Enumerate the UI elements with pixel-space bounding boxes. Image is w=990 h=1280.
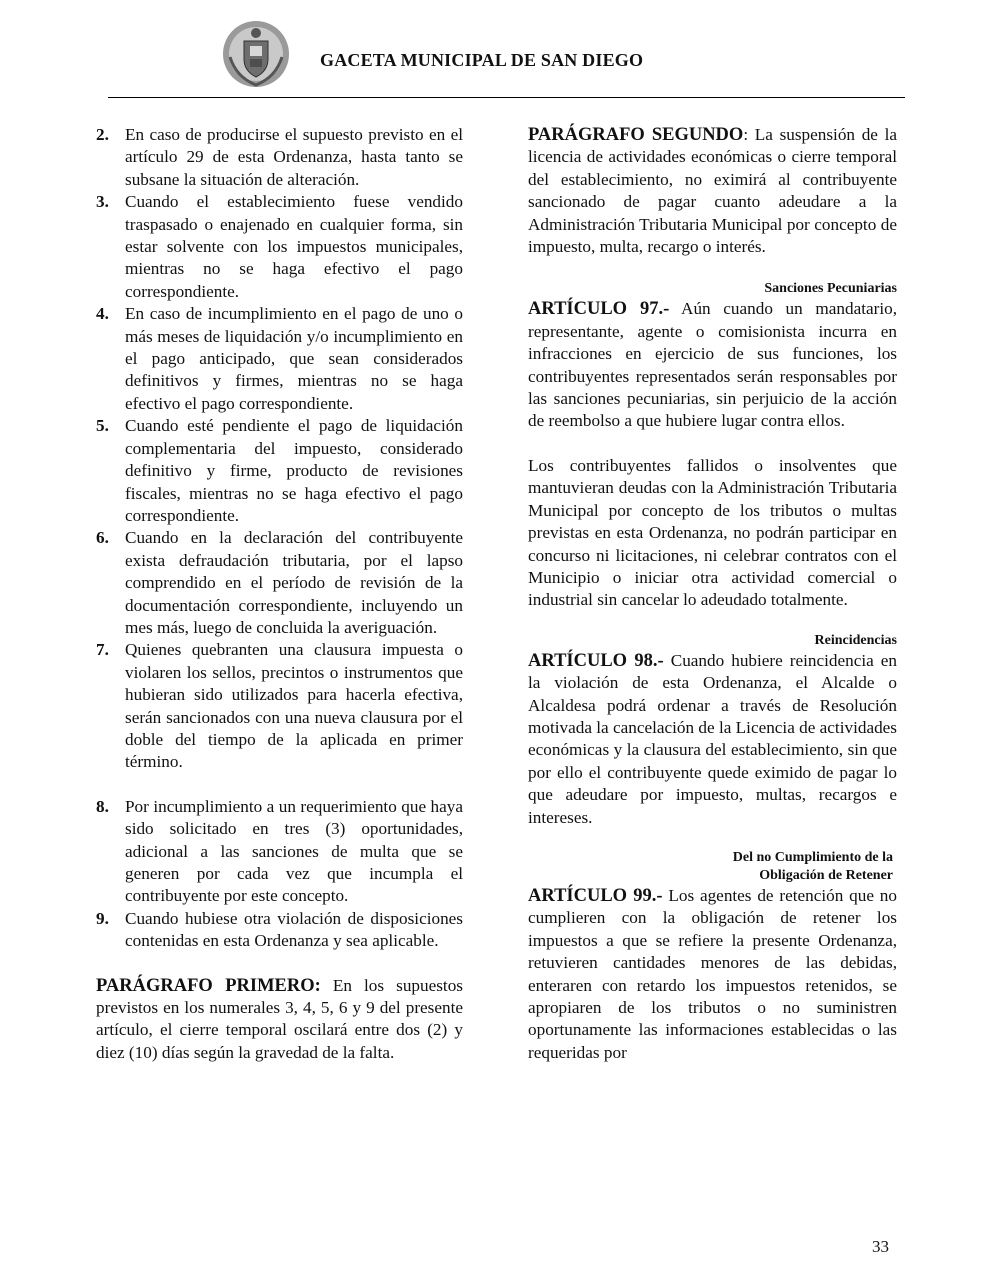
section-heading-retener xyxy=(528,849,897,885)
item-number: 2. xyxy=(96,125,109,144)
item-number: 7. xyxy=(96,640,109,660)
list-item xyxy=(96,191,463,303)
item-number: 9. xyxy=(96,908,109,928)
paragrafo-primero-label: PARÁGRAFO PRIMERO: xyxy=(96,975,321,996)
item-number: 4. xyxy=(96,304,109,324)
item-text: Cuando en la declaración del contribuyente exista defraudación tributaria, por el lapso comprendido en el período de revisión de la documentación correspondiente, incluyendo un mes más, luego de concluida la averiguación. xyxy=(125,528,463,637)
right-column xyxy=(528,124,897,1064)
article-97-text: Aún cuando un mandatario, representante, agente o comisionista incurra en infracciones en ejercicio de sus funciones, los contribuyentes representados serán responsables por las sanciones pecuniarias, sin perjuicio de la acción de reembolso a que hubiere lugar contra ellos. xyxy=(528,299,898,431)
list-item xyxy=(96,124,463,191)
municipal-seal-icon xyxy=(222,19,290,89)
left-column xyxy=(96,124,463,1064)
section-heading-reincidencias: Reincidencias xyxy=(814,632,897,648)
section-heading-line-2: Obligación de Retener xyxy=(759,867,893,883)
item-text: En caso de producirse el supuesto previsto en el artículo 29 de esta Ordenanza, hasta tanto se subsane la situación de alteración. xyxy=(125,125,463,189)
item-number: 5. xyxy=(96,416,109,436)
list-item xyxy=(96,908,463,953)
article-98 xyxy=(528,650,897,829)
header-divider xyxy=(108,97,905,98)
paragrafo-segundo xyxy=(528,124,897,258)
item-text: Cuando hubiese otra violación de disposiciones contenidas en esta Ordenanza y sea aplicable. xyxy=(125,908,463,951)
item-number: 3. xyxy=(96,192,109,212)
paragrafo-primero xyxy=(96,975,463,1065)
list-item xyxy=(96,639,463,773)
spacer xyxy=(528,433,897,455)
section-heading-line-1: Del no Cumplimiento de la xyxy=(732,849,893,865)
article-97-title: ARTÍCULO 97.- xyxy=(528,299,670,320)
item-text: Por incumplimiento a un requerimiento que haya sido solicitado en tres (3) oportunidades, adicional a las sanciones de multa que se generen por cada vez que incumpla el contribuyente por este concepto. xyxy=(125,796,463,906)
article-99-text: Los agentes de retención que no cumplieren con la obligación de retener los impuestos a que se refiere la presente Ordenanza, retuvieren cantidades menores de las debidas, enteraren con retardo los impuestos retenidos, se apropiaren de los tributos o no suministren oportunamente las informaciones establecidas o las requeridas por xyxy=(528,885,897,1062)
page-header xyxy=(0,0,990,100)
spacer xyxy=(96,774,463,796)
article-97 xyxy=(528,298,897,432)
item-text: En caso de incumplimiento en el pago de uno o más meses de liquidación y/o incumplimiento en el pago anticipado, que sean considerados definitivos y firmes, mientras no se haga efectivo el pago correspondiente. xyxy=(125,304,463,413)
article-98-title: ARTÍCULO 98.- xyxy=(528,650,664,671)
article-99-title: ARTÍCULO 99.- xyxy=(528,885,663,906)
item-text: Cuando esté pendiente el pago de liquidación complementaria del impuesto, considerado definitivo y firme, producto de revisiones fiscales, mientras no se haga efectivo el pago correspondiente. xyxy=(125,416,463,525)
article-99 xyxy=(528,885,897,1064)
item-number: 8. xyxy=(96,796,109,816)
item-text: Quienes quebranten una clausura impuesta o violaren los sellos, precintos o instrumentos que hubieran sido utilizados para hacerla efectiva, serán sancionados con una nueva clausura por el doble del tiempo de la aplicada en primer término. xyxy=(125,640,463,772)
list-item xyxy=(96,796,463,908)
paragrafo-primero-text: En los supuestos previstos en los numerales 3, 4, 5, 6 y 9 del presente artículo, el cierre temporal oscilará entre dos (2) y diez (10) días según la gravedad de la falta. xyxy=(96,975,463,1062)
page-number: 33 xyxy=(872,1237,889,1256)
spacer xyxy=(96,953,463,975)
list-item xyxy=(96,527,463,639)
list-item xyxy=(96,415,463,527)
paragrafo-segundo-text: : La suspensión de la licencia de actividades económicas o cierre temporal del establecimiento, no eximirá al contribuyente sancionado de pagar cuanto adeudare a la Administración Tributaria Municipal por concepto de impuesto, multa, recargo o interés. xyxy=(528,125,898,257)
paragrafo-segundo-label: PARÁGRAFO SEGUNDO xyxy=(528,125,744,145)
article-98-text: Cuando hubiere reincidencia en la violación de esta Ordenanza, el Alcalde o Alcaldesa podrá ordenar a través de Resolución motivada la cancelación de la Licencia de actividades económicas y la clausura del establecimiento, sin que por ello el contribuyente quede eximido de pagar lo que adeudare por impuesto, multas, recargos e intereses. xyxy=(528,650,898,827)
item-text: Cuando el establecimiento fuese vendido traspasado o enajenado en cualquier forma, sin estar solvente con los impuestos municipales, mientras no se haga efectivo el pago correspondiente. xyxy=(125,192,463,301)
list-item xyxy=(96,303,463,415)
gazette-title: GACETA MUNICIPAL DE SAN DIEGO xyxy=(320,50,644,70)
item-number: 6. xyxy=(96,528,109,548)
section-heading-sanciones: Sanciones Pecuniarias xyxy=(764,281,897,297)
article-97-paragraph-2: Los contribuyentes fallidos o insolventes que mantuvieran deudas con la Administración Tributaria Municipal por concepto de los tributos o multas previstas en esta Ordenanza, no podrán participar en concurso ni licitaciones, ni celebrar contratos con el Municipio o iniciar otra actividad comercial o industrial sin cancelar lo adeudado totalmente. xyxy=(528,455,897,610)
